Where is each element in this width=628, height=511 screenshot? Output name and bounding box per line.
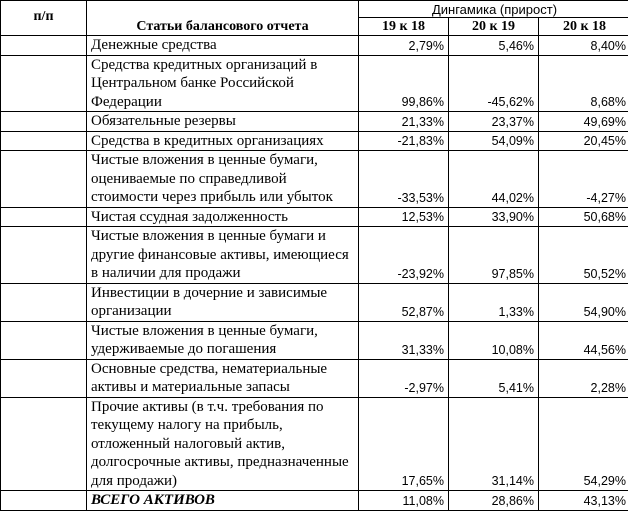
row-value-1: -21,83% [359, 131, 449, 151]
table-row [1, 36, 628, 56]
table-row [1, 207, 628, 227]
row-value-1: 99,86% [359, 55, 449, 112]
column-header-20-18: 20 к 18 [539, 18, 628, 36]
row-number-cell [1, 321, 87, 359]
row-value-3: 49,69% [539, 112, 628, 132]
row-label: Основные средства, нематериальные активы и материальные запасы [87, 359, 359, 397]
table-row [1, 359, 628, 397]
column-header-19-18: 19 к 18 [359, 18, 449, 36]
row-label: Денежные средства [87, 36, 359, 56]
row-value-3: 54,90% [539, 283, 628, 321]
row-value-1: 12,53% [359, 207, 449, 227]
table-row [1, 227, 628, 284]
table-row [1, 112, 628, 132]
row-value-2: -45,62% [449, 55, 539, 112]
row-value-2: 44,02% [449, 151, 539, 208]
row-value-1: 52,87% [359, 283, 449, 321]
row-number-cell [1, 491, 87, 511]
row-value-2: 5,41% [449, 359, 539, 397]
row-value-2: 10,08% [449, 321, 539, 359]
row-label: Чистая ссудная задолженность [87, 207, 359, 227]
row-number-cell [1, 151, 87, 208]
row-value-3: 50,52% [539, 227, 628, 284]
total-label: ВСЕГО АКТИВОВ [87, 491, 359, 511]
total-row [1, 491, 628, 511]
row-number-cell [1, 207, 87, 227]
total-value-1: 11,08% [359, 491, 449, 511]
row-number-cell [1, 227, 87, 284]
row-label: Средства в кредитных организациях [87, 131, 359, 151]
row-label: Обязательные резервы [87, 112, 359, 132]
total-value-3: 43,13% [539, 491, 628, 511]
row-number-cell [1, 131, 87, 151]
row-label: Инвестиции в дочерние и зависимые организации [87, 283, 359, 321]
row-number-cell [1, 36, 87, 56]
row-value-1: -2,97% [359, 359, 449, 397]
table-row [1, 131, 628, 151]
row-value-3: 8,40% [539, 36, 628, 56]
row-value-2: 31,14% [449, 397, 539, 491]
row-number-cell [1, 112, 87, 132]
header-row-top [1, 1, 628, 18]
row-value-1: 21,33% [359, 112, 449, 132]
row-value-1: -33,53% [359, 151, 449, 208]
row-value-3: 2,28% [539, 359, 628, 397]
row-label: Чистые вложения в ценные бумаги, оцениваемые по справедливой стоимости через прибыль или убыток [87, 151, 359, 208]
total-value-2: 28,86% [449, 491, 539, 511]
table-row [1, 283, 628, 321]
row-value-1: 2,79% [359, 36, 449, 56]
table-row [1, 397, 628, 491]
row-value-3: 50,68% [539, 207, 628, 227]
row-value-3: 44,56% [539, 321, 628, 359]
row-number-cell [1, 55, 87, 112]
table-row [1, 151, 628, 208]
dynamics-header: Дингамика (прирост) [359, 1, 628, 18]
row-value-2: 5,46% [449, 36, 539, 56]
row-label: Чистые вложения в ценные бумаги, удерживаемые до погашения [87, 321, 359, 359]
row-number-cell [1, 397, 87, 491]
row-value-2: 23,37% [449, 112, 539, 132]
rownum-header: п/п [1, 1, 87, 36]
row-label: Прочие активы (в т.ч. требования по текущему налогу на прибыль, отложенный налоговый актив, долгосрочные активы, предназначенные для продажи) [87, 397, 359, 491]
table-body [1, 36, 628, 511]
row-value-1: -23,92% [359, 227, 449, 284]
row-value-1: 17,65% [359, 397, 449, 491]
items-header: Статьи балансового отчета [87, 1, 359, 36]
row-number-cell [1, 359, 87, 397]
row-value-1: 31,33% [359, 321, 449, 359]
row-number-cell [1, 283, 87, 321]
row-label: Средства кредитных организаций в Центральном банке Российской Федерации [87, 55, 359, 112]
row-value-2: 97,85% [449, 227, 539, 284]
table-row [1, 55, 628, 112]
row-value-2: 33,90% [449, 207, 539, 227]
row-value-3: -4,27% [539, 151, 628, 208]
row-value-2: 54,09% [449, 131, 539, 151]
row-label: Чистые вложения в ценные бумаги и другие финансовые активы, имеющиеся в наличии для продажи [87, 227, 359, 284]
row-value-3: 20,45% [539, 131, 628, 151]
row-value-3: 8,68% [539, 55, 628, 112]
table-row [1, 321, 628, 359]
column-header-20-19: 20 к 19 [449, 18, 539, 36]
row-value-3: 54,29% [539, 397, 628, 491]
row-value-2: 1,33% [449, 283, 539, 321]
